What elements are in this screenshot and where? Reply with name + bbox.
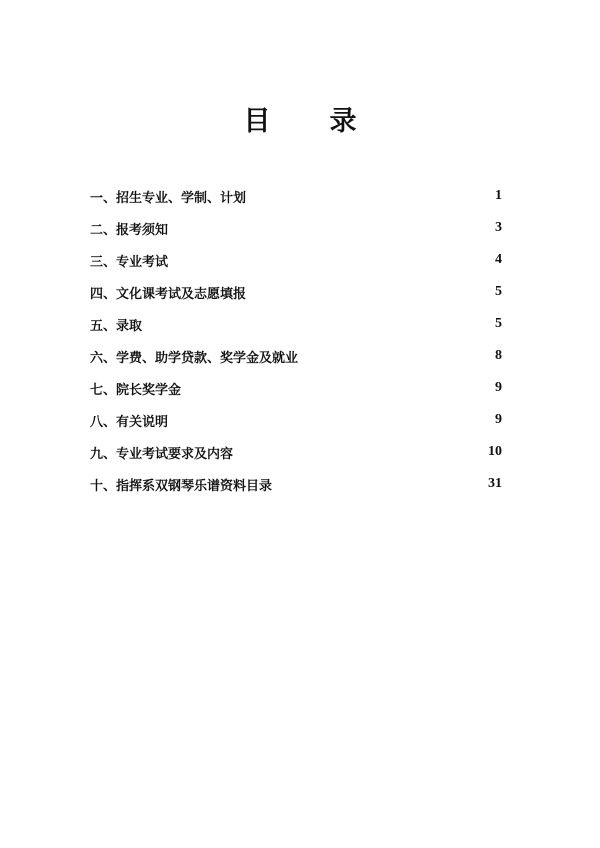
toc-entry-6[interactable] <box>90 340 502 372</box>
toc-entry-7[interactable] <box>90 372 502 404</box>
toc-entry-page: 3 <box>495 220 502 235</box>
toc-entry-label: 五、录取 <box>90 318 143 334</box>
toc-entry-page: 5 <box>495 316 502 331</box>
toc-entry-label: 十、指挥系双钢琴乐谱资料目录 <box>90 478 273 494</box>
toc-entry-page: 4 <box>495 252 502 267</box>
toc-entry-label: 八、有关说明 <box>90 414 169 430</box>
toc-entry-page: 10 <box>488 444 502 459</box>
toc-entry-label: 二、报考须知 <box>90 222 169 238</box>
toc-entry-label: 九、专业考试要求及内容 <box>90 446 234 462</box>
toc-entry-label: 一、招生专业、学制、计划 <box>90 190 247 206</box>
toc-entry-label: 四、文化课考试及志愿填报 <box>90 286 247 302</box>
toc-entry-10[interactable] <box>90 468 502 500</box>
toc-entry-page: 5 <box>495 284 502 299</box>
toc-entry-8[interactable] <box>90 404 502 436</box>
table-of-contents <box>90 180 502 500</box>
toc-entry-page: 9 <box>495 412 502 427</box>
toc-entry-5[interactable] <box>90 308 502 340</box>
toc-entry-label: 六、学费、助学贷款、奖学金及就业 <box>90 350 299 366</box>
page-title: 目 录 <box>243 106 373 137</box>
toc-entry-1[interactable] <box>90 180 502 212</box>
toc-entry-page: 8 <box>495 348 502 363</box>
toc-entry-page: 31 <box>488 476 502 491</box>
toc-entry-label: 七、院长奖学金 <box>90 382 182 398</box>
toc-entry-4[interactable] <box>90 276 502 308</box>
toc-entry-9[interactable] <box>90 436 502 468</box>
toc-entry-2[interactable] <box>90 212 502 244</box>
toc-entry-page: 1 <box>495 188 502 203</box>
toc-entry-label: 三、专业考试 <box>90 254 169 270</box>
toc-entry-page: 9 <box>495 380 502 395</box>
toc-entry-3[interactable] <box>90 244 502 276</box>
